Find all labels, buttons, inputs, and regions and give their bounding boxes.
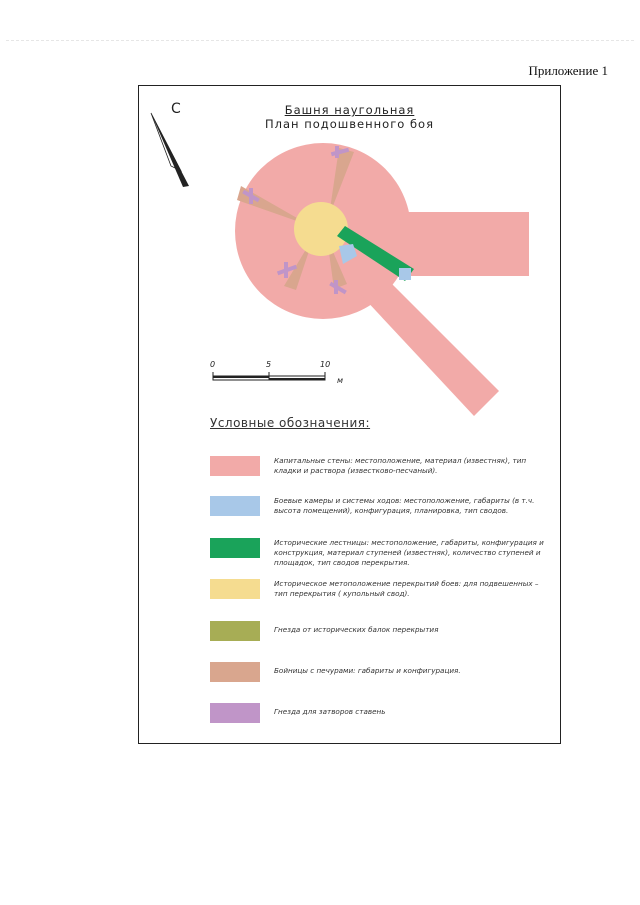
- drawing-frame: [138, 85, 561, 744]
- legend-item-chambers: [210, 496, 550, 520]
- legend-swatch: [210, 496, 260, 516]
- top-divider: [6, 40, 634, 41]
- scale-bar: [213, 372, 325, 380]
- legend-text: Историческое метоположение перекрытий боев: для подвешенных – тип перекрытия ( купольный свод).: [274, 579, 539, 598]
- scale-tick-0: 0: [210, 360, 216, 369]
- legend-swatch: [210, 621, 260, 641]
- scale-unit: м: [337, 376, 344, 385]
- legend-item-loopholes: [210, 662, 550, 686]
- legend-swatch: [210, 456, 260, 476]
- legend-item-stairs: [210, 538, 550, 567]
- plan-title: Башня наугольная: [284, 103, 415, 117]
- legend-item-overlap: [210, 579, 550, 603]
- legend-text: Гнезда от исторических балок перекрытия: [274, 625, 439, 634]
- plan-subtitle: План подошвенного боя: [265, 117, 434, 131]
- legend-swatch: [210, 579, 260, 599]
- legend-item-beam-nests: [210, 621, 550, 645]
- capital-walls: [235, 143, 529, 416]
- legend-text: Капитальные стены: местоположение, материал (известняк), тип кладки и раствора (известково-песчаный).: [274, 456, 527, 475]
- legend-item-shutters: [210, 703, 550, 727]
- appendix-label: Приложение 1: [528, 63, 608, 78]
- legend-swatch: [210, 703, 260, 723]
- legend-text: Бойницы с печурами: габариты и конфигурация.: [274, 666, 461, 675]
- legend-text: Гнезда для затворов ставень: [274, 707, 386, 716]
- north-label: С: [171, 101, 181, 117]
- legend-item-walls: [210, 456, 550, 480]
- scale-tick-5: 5: [266, 360, 272, 369]
- legend-swatch: [210, 538, 260, 558]
- legend-swatch: [210, 662, 260, 682]
- legend-text: Исторические лестницы: местоположение, габариты, конфигурация и конструкция, материал ступеней (известняк), количество ступеней и площадок, тип сводов перекрытия.: [274, 538, 544, 567]
- legend-text: Боевые камеры и системы ходов: местоположение, габариты (в т.ч. высота помещений), конфигурация, планировка, тип сводов.: [274, 496, 535, 515]
- scale-tick-10: 10: [320, 360, 331, 369]
- legend-title: Условные обозначения:: [210, 416, 371, 430]
